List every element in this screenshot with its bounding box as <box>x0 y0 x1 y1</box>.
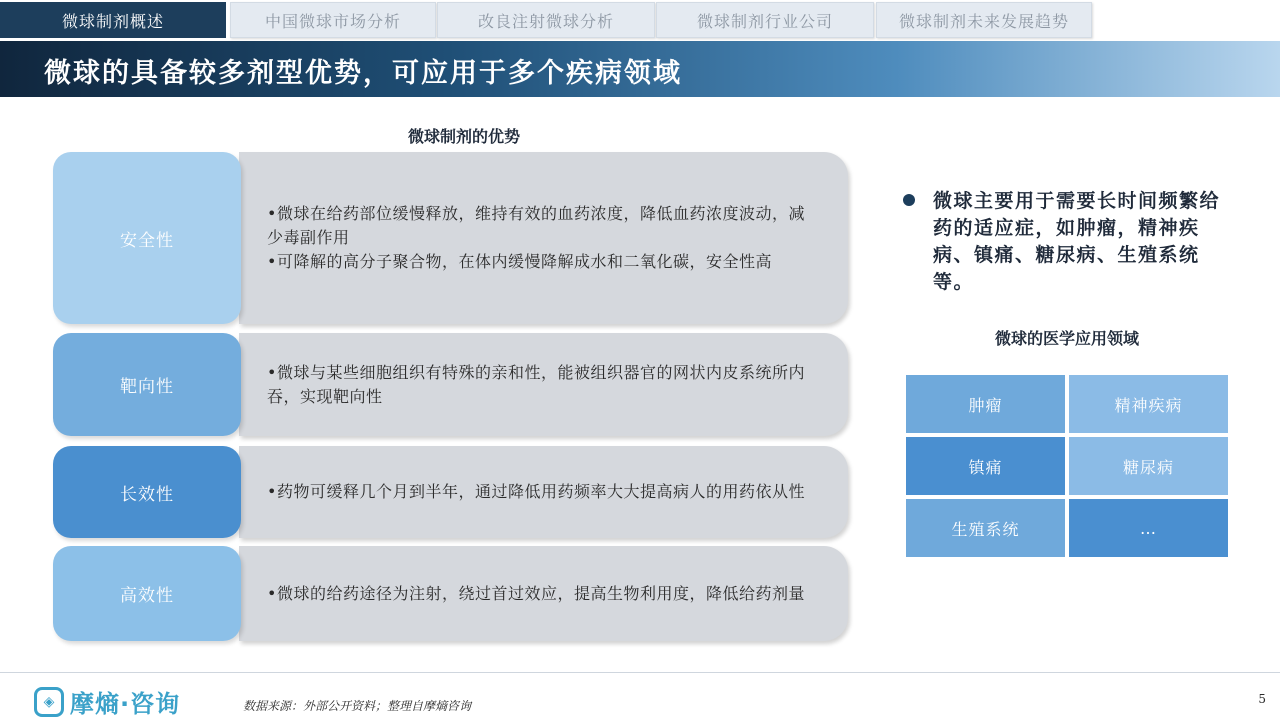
application-cell-tumor: 肿瘤 <box>906 375 1065 433</box>
advantage-line: •可降解的高分子聚合物，在体内缓慢降解成水和二氧化碳，安全性高 <box>267 252 772 271</box>
advantage-line: •微球的给药途径为注射，绕过首过效应，提高生物利用度，降低给药剂量 <box>267 583 805 603</box>
advantage-description <box>239 446 848 538</box>
tab-china-market[interactable]: 中国微球市场分析 <box>230 2 436 38</box>
company-logo <box>34 684 180 719</box>
advantage-row-targeting <box>53 333 848 436</box>
data-source-note: 数据来源：外部公开资料；整理自摩熵咨询 <box>243 699 472 713</box>
application-cell-reproductive: 生殖系统 <box>906 499 1065 557</box>
advantage-label-targeting: 靶向性 <box>53 333 241 436</box>
advantage-row-long-acting <box>53 446 848 538</box>
advantage-line: •微球与某些细胞组织有特殊的亲和性，能被组织器官的网状内皮系统所内吞，实现靶向性 <box>267 362 805 406</box>
tab-improved-injection[interactable]: 改良注射微球分析 <box>437 2 655 38</box>
application-cell-mental-illness: 精神疾病 <box>1069 375 1228 433</box>
top-tab-bar <box>0 0 1280 40</box>
application-cell-diabetes: 糖尿病 <box>1069 437 1228 495</box>
advantages-title: 微球制剂的优势 <box>407 127 520 146</box>
advantage-line: •药物可缓释几个月到半年，通过降低用药频率大大提高病人的用药依从性 <box>267 482 805 501</box>
advantage-row-safety <box>53 152 848 324</box>
advantage-line: •微球在给药部位缓慢释放，维持有效的血药浓度，降低血药浓度波动，减少毒副作用 <box>267 204 805 247</box>
bullet-dot-icon <box>903 194 915 206</box>
summary-text: 微球主要用于需要长时间频繁给药的适应症，如肿瘤，精神疾病、镇痛、糖尿病、生殖系统等。 <box>933 190 1221 293</box>
advantage-description <box>239 546 848 641</box>
application-cell-more: … <box>1069 499 1228 557</box>
advantage-description <box>239 333 848 436</box>
tab-future-trends[interactable]: 微球制剂未来发展趋势 <box>876 2 1092 38</box>
application-cell-analgesia: 镇痛 <box>906 437 1065 495</box>
applications-title: 微球的医学应用领域 <box>994 329 1139 348</box>
applications-grid <box>906 375 1228 557</box>
logo-icon: ◈ <box>34 687 64 717</box>
advantage-label-long-acting: 长效性 <box>53 446 241 538</box>
logo-text: 摩熵·咨询 <box>70 690 181 718</box>
page-number: 5 <box>1258 692 1266 706</box>
tab-microsphere-overview[interactable]: 微球制剂概述 <box>0 2 226 38</box>
footer-divider <box>0 672 1280 673</box>
advantage-label-safety: 安全性 <box>53 152 241 324</box>
tab-industry-companies[interactable]: 微球制剂行业公司 <box>656 2 874 38</box>
advantage-description <box>239 152 848 324</box>
advantage-label-efficiency: 高效性 <box>53 546 241 641</box>
page-title: 微球的具备较多剂型优势，可应用于多个疾病领域 <box>44 58 682 89</box>
advantage-row-efficiency <box>53 546 848 641</box>
title-banner <box>0 41 1280 97</box>
